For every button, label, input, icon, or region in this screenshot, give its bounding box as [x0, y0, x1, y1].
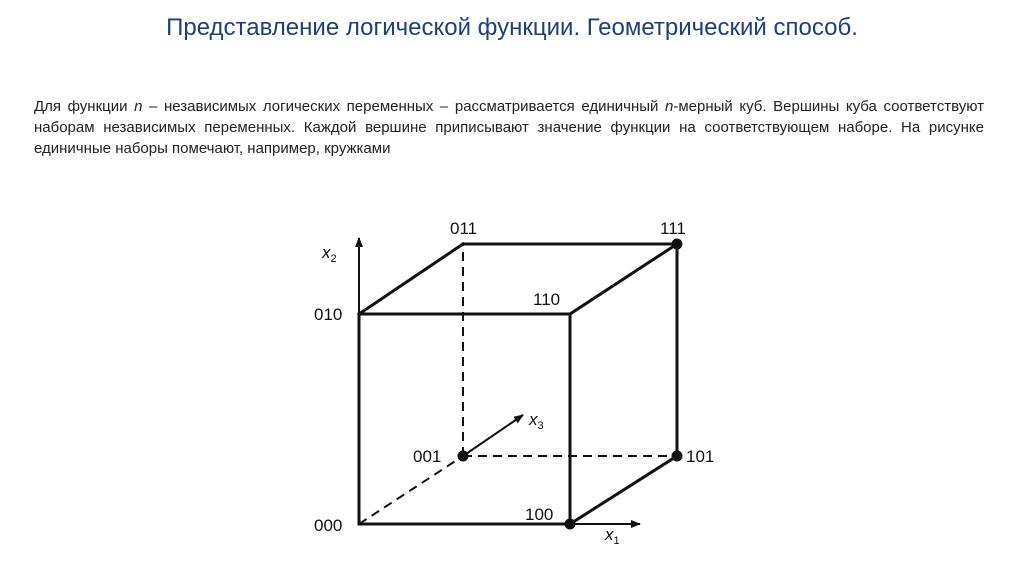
text-part-1: Для функции [34, 98, 135, 115]
vertex-labels [314, 219, 714, 535]
axis-x2-label: $x_2$ [322, 243, 337, 265]
vertex-dot-100 [565, 519, 576, 530]
variable-n: n [134, 98, 143, 115]
axes [359, 238, 640, 524]
edge-000-001 [359, 456, 463, 524]
hidden-edges [359, 244, 677, 524]
vertex-label-101: 101 [686, 447, 715, 466]
edge-010-011 [359, 244, 463, 314]
axis-x1-label: $x_1$ [605, 525, 620, 547]
vertex-label-000: 000 [314, 516, 343, 535]
slide-title: Представление логической функции. Геометрический способ. [166, 14, 858, 41]
axis-x3-arrow [463, 415, 523, 456]
text-part-2: – независимых логических переменных – рассматривается единичный [142, 98, 666, 115]
vertex-dot-101 [672, 451, 683, 462]
vertex-label-111: 111 [660, 219, 686, 238]
vertex-label-011: 011 [450, 219, 478, 238]
vertex-label-010: 010 [314, 305, 343, 324]
variable-n: n [665, 98, 674, 115]
vertex-dot-001 [458, 451, 469, 462]
edge-110-111 [570, 244, 677, 314]
vertex-label-001: 001 [413, 447, 442, 466]
edge-100-101 [570, 456, 677, 524]
vertex-label-110: 110 [533, 290, 561, 309]
text-part-3: -мерный куб. Вершины куба соответствуют наборам независимых переменных. Каждой вершине приписывают значение функции на соответствующем наборе. На рисунке единичные наборы помечают, например, кружками [34, 98, 985, 157]
vertex-dot-111 [672, 239, 683, 250]
vertex-label-100: 100 [525, 505, 554, 524]
visible-edges [359, 244, 677, 524]
axis-x3-label: $x_3$ [529, 410, 544, 432]
